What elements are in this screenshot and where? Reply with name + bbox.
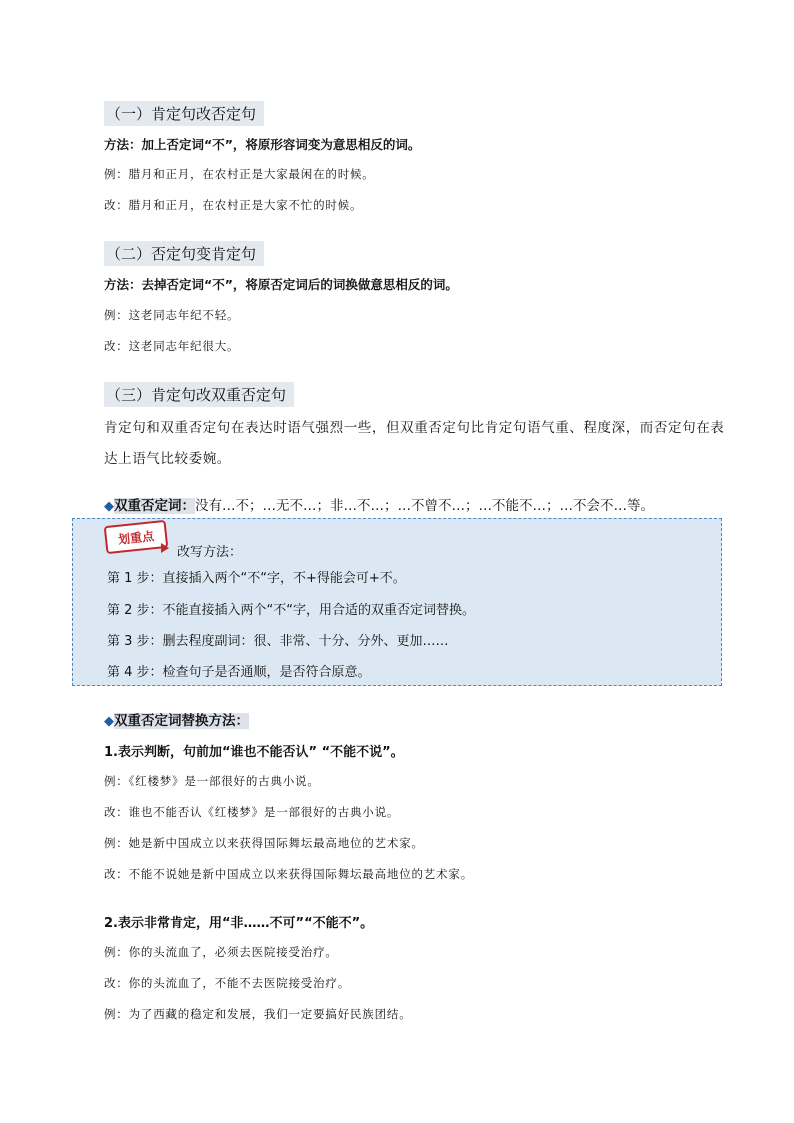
replacement-1-line: 改：不能不说她是新中国成立以来获得国际舞坛最高地位的艺术家。: [104, 867, 473, 881]
section-1-example: 例：腊月和正月，在农村正是大家最闲在的时候。: [104, 167, 375, 181]
section-1-method: 方法：加上否定词“不”，将原形容词变为意思相反的词。: [104, 137, 421, 152]
step-1: 第 1 步：直接插入两个“不“字，不+得能会可+不。: [107, 571, 406, 586]
double-negation-words: [104, 494, 654, 514]
step-4: 第 4 步：检查句子是否通顺，是否符合原意。: [107, 665, 371, 680]
rewrite-method-heading: 改写方法：: [177, 545, 243, 560]
section-1-revised: 改：腊月和正月，在农村正是大家不忙的时候。: [104, 198, 363, 212]
replacement-1-line: 例：《红楼梦》是一部很好的古典小说。: [104, 774, 320, 788]
step-3: 第 3 步：删去程度副词：很、非常、十分、分外、更加……: [107, 634, 449, 649]
replacement-1-heading: 1.表示判断，句前加“谁也不能否认” “不能不说”。: [104, 745, 404, 760]
replacement-1-line: 改：谁也不能否认《红楼梦》是一部很好的古典小说。: [104, 805, 400, 819]
section-1-title: （一）肯定句改否定句: [104, 101, 264, 126]
replacement-2-line: 改：你的头流血了，不能不去医院接受治疗。: [104, 976, 350, 990]
section-3-paragraph-line-2: 达上语气比较委婉。: [104, 451, 231, 467]
replacement-2-line: 例：你的头流血了，必须去医院接受治疗。: [104, 945, 338, 959]
replacement-2-heading: 2.表示非常肯定，用“非……不可”“不能不”。: [104, 916, 374, 931]
section-2-title: （二）否定句变肯定句: [104, 241, 264, 266]
step-2: 第 2 步：不能直接插入两个“不“字，用合适的双重否定词替换。: [107, 603, 476, 618]
key-point-badge-label: 划重点: [117, 528, 155, 547]
double-negation-items: 没有…不；…无不…；非…不…；…不曾不…；…不能不…；…不会不…等。: [195, 498, 654, 514]
replacement-methods-title: [104, 709, 249, 729]
key-point-badge: [104, 520, 169, 554]
replacement-2-line: 例：为了西藏的稳定和发展，我们一定要搞好民族团结。: [104, 1007, 412, 1021]
replacement-methods-label: 双重否定词替换方法：: [114, 713, 249, 729]
replacement-1-line: 例：她是新中国成立以来获得国际舞坛最高地位的艺术家。: [104, 836, 424, 850]
double-negation-label: 双重否定词：: [114, 498, 195, 514]
key-points-box: [72, 518, 722, 686]
diamond-icon: ◆: [104, 499, 114, 514]
badge-arrow-icon: [161, 543, 169, 553]
section-2-method: 方法：去掉否定词“不”，将原否定词后的词换做意思相反的词。: [104, 277, 458, 292]
section-2-revised: 改：这老同志年纪很大。: [104, 339, 240, 353]
diamond-icon: ◆: [104, 714, 114, 729]
section-3-paragraph-line-1: 肯定句和双重否定句在表达时语气强烈一些，但双重否定句比肯定句语气重、程度深，而否定句在表: [104, 420, 725, 436]
section-2-example: 例：这老同志年纪不轻。: [104, 308, 240, 322]
section-3-title: （三）肯定句改双重否定句: [104, 382, 294, 407]
